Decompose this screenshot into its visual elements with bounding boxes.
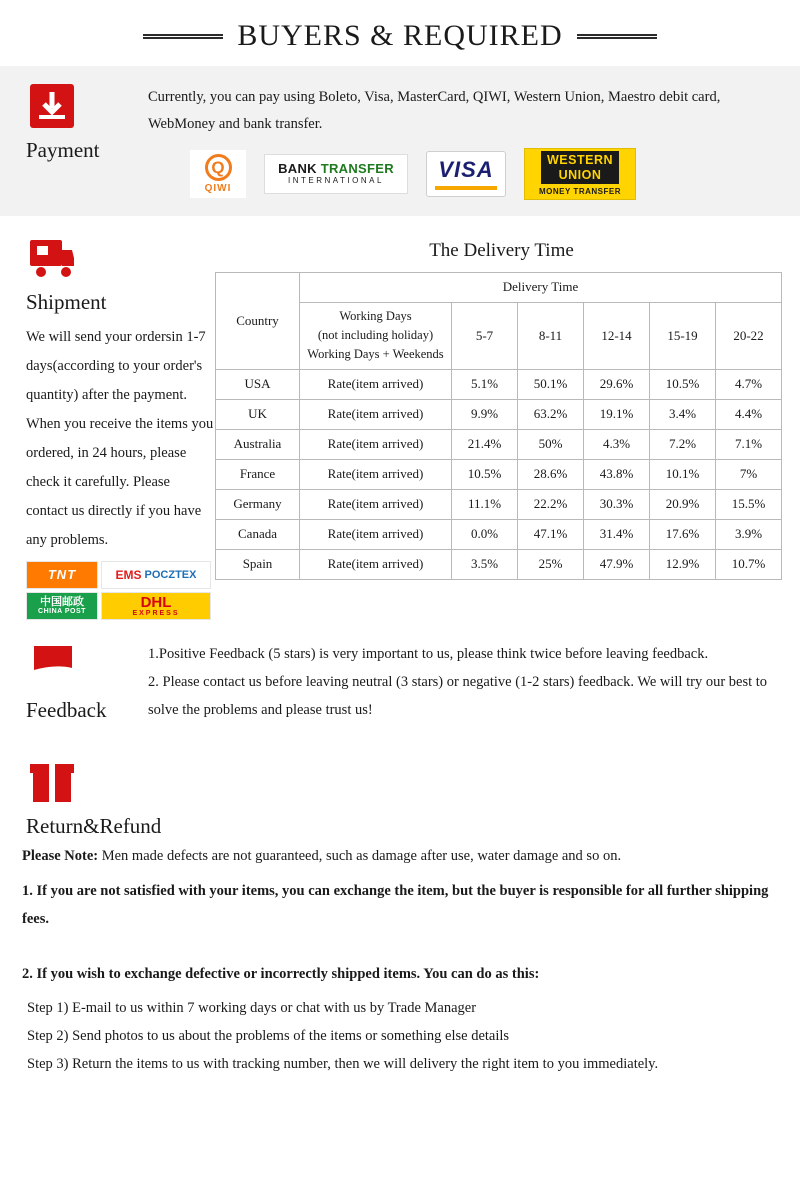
row-rate: Rate(item arrived) [300, 489, 452, 519]
bank-transfer-line1 [278, 162, 394, 176]
row-value-1: 3.5% [452, 549, 518, 579]
table-subheader-row [216, 302, 782, 369]
row-rate: Rate(item arrived) [300, 549, 452, 579]
row-value-5: 10.7% [716, 549, 782, 579]
header-country: Country [216, 272, 300, 369]
return-note-label: Please Note: [22, 848, 99, 865]
row-rate: Rate(item arrived) [300, 369, 452, 399]
header-rule-left [143, 34, 223, 39]
row-value-5: 3.9% [716, 519, 782, 549]
header-range-5: 20-22 [716, 302, 782, 369]
row-value-4: 12.9% [650, 549, 716, 579]
return-note [22, 843, 776, 871]
dhl-label: DHL [140, 593, 172, 611]
shipment-text: We will send your ordersin 1-7 days(according to your order's quantity) after the payment. When you receive the items you ordered, in 24 hours, please check it carefully. Please contact us directly if you have any problems. [26, 328, 214, 548]
visa-bar [435, 186, 497, 190]
row-value-3: 31.4% [584, 519, 650, 549]
row-value-3: 43.8% [584, 459, 650, 489]
row-value-1: 10.5% [452, 459, 518, 489]
row-country: UK [216, 399, 300, 429]
table-row [216, 459, 782, 489]
row-rate: Rate(item arrived) [300, 429, 452, 459]
row-value-1: 11.1% [452, 489, 518, 519]
feedback-content [148, 640, 800, 725]
row-value-3: 19.1% [584, 399, 650, 429]
row-country: USA [216, 369, 300, 399]
payment-logos [148, 148, 778, 200]
western-union-line2: MONEY TRANSFER [539, 187, 621, 196]
return-step-2: Step 2) Send photos to us about the problems of the items or something else details [27, 1028, 510, 1045]
shipment-label: Shipment [26, 289, 107, 314]
feedback-line-1: 1.Positive Feedback (5 stars) is very important to us, please think twice before leaving feedback. [148, 645, 709, 662]
subheader-line-1: Working Days [339, 308, 412, 323]
row-country: Australia [216, 429, 300, 459]
return-point-1: 1. If you are not satisfied with your items, you can exchange the item, but the buyer is responsible for all further shipping fees. [22, 882, 769, 928]
transfer-word: TRANSFER [320, 160, 394, 176]
table-row [216, 429, 782, 459]
ems-label: EMS [115, 567, 142, 582]
header-range-1: 5-7 [452, 302, 518, 369]
table-row [216, 549, 782, 579]
header-rule-right [577, 34, 657, 39]
return-point-2: 2. If you wish to exchange defective or incorrectly shipped items. You can do as this: [22, 965, 540, 982]
row-country: France [216, 459, 300, 489]
row-value-2: 25% [518, 549, 584, 579]
china-post-en: CHINA POST [38, 607, 86, 615]
row-value-1: 9.9% [452, 399, 518, 429]
gift-box-icon [26, 756, 78, 808]
row-value-2: 63.2% [518, 399, 584, 429]
row-value-5: 7% [716, 459, 782, 489]
row-value-2: 50% [518, 429, 584, 459]
return-step-3: Step 3) Return the items to us with tracking number, then we will delivery the right item to you immediately. [27, 1056, 659, 1073]
return-refund-icon-column [0, 756, 162, 839]
row-value-3: 30.3% [584, 489, 650, 519]
delivery-time-title: The Delivery Time [429, 239, 574, 261]
page-title: BUYERS & REQUIRED [237, 19, 563, 52]
return-refund-section [0, 730, 800, 1088]
return-refund-label: Return&Refund [26, 814, 162, 839]
dhl-logo [101, 592, 211, 620]
shipment-left-column [0, 232, 215, 620]
tnt-logo: TNT [26, 561, 98, 589]
row-value-3: 4.3% [584, 429, 650, 459]
table-header-row [216, 272, 782, 302]
shipment-section [0, 216, 800, 626]
header-delivery-time: Delivery Time [300, 272, 782, 302]
row-value-4: 17.6% [650, 519, 716, 549]
page-header [0, 0, 800, 66]
return-refund-header [0, 756, 800, 839]
qiwi-logo [190, 150, 246, 198]
header-range-2: 8-11 [518, 302, 584, 369]
row-value-3: 47.9% [584, 549, 650, 579]
western-union-logo [524, 148, 636, 200]
header-range-4: 15-19 [650, 302, 716, 369]
row-rate: Rate(item arrived) [300, 519, 452, 549]
table-row [216, 399, 782, 429]
pocztex-label: POCZTEX [144, 568, 197, 581]
row-value-4: 10.1% [650, 459, 716, 489]
row-value-4: 20.9% [650, 489, 716, 519]
row-value-2: 47.1% [518, 519, 584, 549]
row-value-5: 7.1% [716, 429, 782, 459]
row-rate: Rate(item arrived) [300, 399, 452, 429]
delivery-table-wrap [215, 232, 800, 580]
row-rate: Rate(item arrived) [300, 459, 452, 489]
header-range-3: 12-14 [584, 302, 650, 369]
row-value-5: 4.4% [716, 399, 782, 429]
table-row [216, 489, 782, 519]
row-value-4: 7.2% [650, 429, 716, 459]
feedback-icon-column [0, 640, 148, 723]
row-value-2: 22.2% [518, 489, 584, 519]
row-value-1: 21.4% [452, 429, 518, 459]
qiwi-mark: Q [205, 154, 232, 181]
spacer [22, 940, 776, 954]
row-country: Germany [216, 489, 300, 519]
courier-logos [26, 561, 215, 620]
row-value-1: 5.1% [452, 369, 518, 399]
row-value-2: 28.6% [518, 459, 584, 489]
subheader-line-3: Working Days + Weekends [307, 347, 444, 362]
row-value-4: 3.4% [650, 399, 716, 429]
ems-pocztex-logo [101, 561, 211, 589]
row-value-3: 29.6% [584, 369, 650, 399]
qiwi-label: QIWI [204, 182, 232, 194]
western-union-line1: WESTERN UNION [541, 151, 619, 184]
feedback-section [0, 626, 800, 731]
row-country: Canada [216, 519, 300, 549]
payment-content [148, 80, 800, 200]
row-value-2: 50.1% [518, 369, 584, 399]
visa-label: VISA [438, 157, 494, 183]
return-note-text: Men made defects are not guaranteed, such as damage after use, water damage and so on. [98, 848, 622, 865]
return-refund-body [0, 839, 800, 1078]
china-post-logo [26, 592, 98, 620]
feedback-flag-icon [26, 640, 78, 692]
delivery-truck-icon [26, 232, 78, 284]
download-box-icon [26, 80, 78, 132]
feedback-label: Feedback [26, 697, 107, 722]
payment-text: Currently, you can pay using Boleto, Visa, MasterCard, QIWI, Western Union, Maestro debit card, WebMoney and bank transfer. [148, 89, 721, 132]
row-country: Spain [216, 549, 300, 579]
bank-word: BANK [278, 160, 321, 176]
bank-transfer-line2: INTERNATIONAL [288, 176, 384, 186]
return-step-1: Step 1) E-mail to us within 7 working days or chat with us by Trade Manager [27, 999, 477, 1016]
table-row [216, 369, 782, 399]
visa-logo [426, 151, 506, 197]
bank-transfer-logo [264, 154, 408, 194]
dhl-sub: EXPRESS [132, 609, 180, 617]
payment-label: Payment [26, 138, 100, 162]
table-row [216, 519, 782, 549]
row-value-1: 0.0% [452, 519, 518, 549]
row-value-4: 10.5% [650, 369, 716, 399]
subheader-line-2: (not including holiday) [317, 328, 434, 342]
row-value-5: 15.5% [716, 489, 782, 519]
payment-icon-column [0, 80, 148, 163]
china-post-cn: 中国邮政 [40, 595, 84, 608]
delivery-time-table [215, 272, 782, 580]
feedback-line-2: 2. Please contact us before leaving neutral (3 stars) or negative (1-2 stars) feedback. We will try our best to solve the problems and please trust us! [148, 673, 768, 719]
header-working-days [300, 302, 452, 369]
row-value-5: 4.7% [716, 369, 782, 399]
payment-section [0, 66, 800, 216]
